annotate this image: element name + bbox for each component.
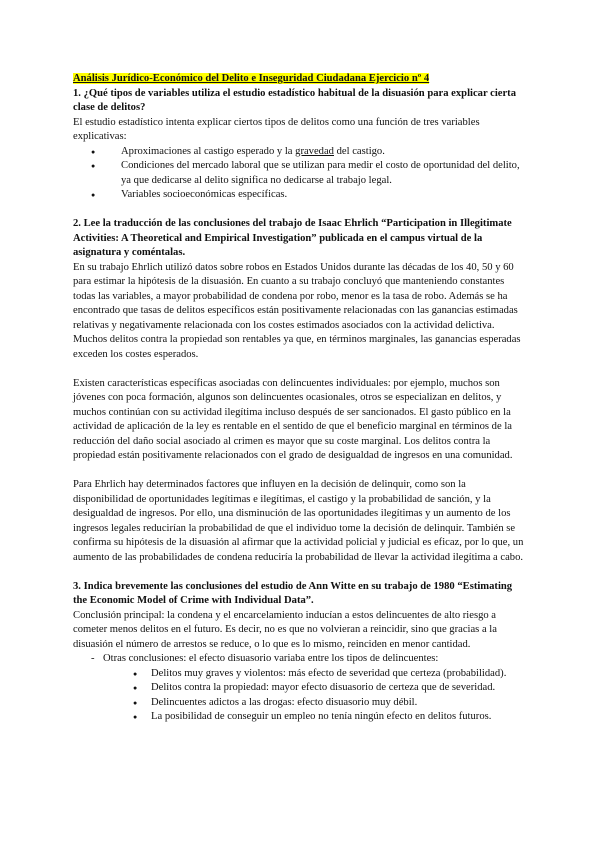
list-item: ● Delincuentes adictos a las drogas: efecto disuasorio muy débil. bbox=[103, 696, 525, 711]
list-item: ● Variables socioeconómicas específicas. bbox=[73, 188, 525, 203]
list-item: - Otras conclusiones: el efecto disuasorio variaba entre los tipos de delincuentes: ● Delitos muy graves y violentos: más efecto de severidad que certeza (probabilidad). ● Delitos contra la propiedad: mayor efecto disuasorio de certeza que de severidad. ● Delincuentes adictos a las drogas: efecto disuasorio muy débil. ● La posibilidad de conseguir un empleo no tenía ningún efecto en delitos futuros. bbox=[73, 652, 525, 725]
q2-paragraph-1: En su trabajo Ehrlich utilizó datos sobre robos en Estados Unidos durante las décadas de los 40, 50 y 60 para estimar la hipótesis de la disuasión. En cuanto a su trabajo concluyó que manteniendo constantes todas las variables, a mayor probabilidad de condena por robo, menor es la tasa de robo. Además se ha encontrado que tasas de delitos específicos están positivamente relacionadas con las ganancias estimadas relativas y negativamente relacionada con los costes estimados asociados con la actividad delictiva. Muchos delitos contra la propiedad son rentables ya que, en términos marginales, las ganancias esperadas exceden los costes esperados. bbox=[73, 261, 521, 360]
spacer bbox=[73, 464, 525, 479]
list-item: ● La posibilidad de conseguir un empleo no tenía ningún efecto en delitos futuros. bbox=[103, 710, 525, 725]
list-item: ● Aproximaciones al castigo esperado y la gravedad del castigo. bbox=[73, 145, 525, 160]
spacer bbox=[73, 203, 525, 218]
q2-paragraph-2: Existen características específicas asociadas con delincuentes individuales: por ejemplo, muchos son jóvenes con poca formación, algunos son delincuentes ocasionales, otros se especializan en delitos, y muchos continúan con su actividad ilegítima incluso después de ser sancionados. El gasto público en la actividad de aplicación de la ley es rentable en el sentido de que el beneficio marginal en términos de la reducción del daño social asociado al crimen es mayor que su coste marginal. Los delitos contra la propiedad están positivamente relacionados con el grado de desigualdad de ingresos en una comunidad. bbox=[73, 377, 513, 461]
q3-paragraph-1: Conclusión principal: la condena y el encarcelamiento inducían a estos delincuentes de alto riesgo a cometer menos delitos en el futuro. Es decir, no es que no volvieran a reincidir, sino que gracias a la disuasión el número de arrestos se reduce, o lo que es lo mismo, reinciden en menor cantidad. bbox=[73, 609, 497, 650]
list-item: ● Condiciones del mercado laboral que se utilizan para medir el costo de oportunidad del delito, ya que dedicarse al delito significa no dedicarse al trabajo legal. bbox=[73, 159, 525, 188]
q1-intro: El estudio estadístico intenta explicar ciertos tipos de delitos como una función de tres variables explicativas: bbox=[73, 116, 480, 142]
spacer bbox=[73, 362, 525, 377]
question-2: 2. Lee la traducción de las conclusiones del trabajo de Isaac Ehrlich “Participation in Illegitimate Activities: A Theoretical and Empirical Investigation” publicada en el campus virtual de la asignatura y coméntalas. bbox=[73, 218, 512, 258]
q2-paragraph-3: Para Ehrlich hay determinados factores que influyen en la decisión de delinquir, como son la disponibilidad de oportunidades legítimas e ilegítimas, el castigo y la probabilidad de sanción, y la desigualdad de ingresos. Por ello, una disminución de las oportunidades ilegítimas y un aumento de los ingresos legales reducirían la probabilidad de que el individuo tome la decisión de delinquir. También se confirma su hipótesis de la disuasión al afirmar que la actividad policial y judicial es eficaz, por lo que, un aumento de las probabilidades de condena reduciría la probabilidad de llevar la actividad ilegítima a cabo. bbox=[73, 479, 524, 563]
list-item: ● Delitos contra la propiedad: mayor efecto disuasorio de certeza que de severidad. bbox=[103, 681, 525, 696]
question-1: 1. ¿Qué tipos de variables utiliza el estudio estadístico habitual de la disuasión para explicar cierta clase de delitos? bbox=[73, 87, 516, 113]
question-3: 3. Indica brevemente las conclusiones del estudio de Ann Witte en su trabajo de 1980 “Estimating the Economic Model of Crime with Individual Data”. bbox=[73, 580, 513, 606]
q3-sub-list bbox=[103, 667, 525, 725]
document-page bbox=[73, 72, 525, 725]
spacer bbox=[73, 565, 525, 580]
q3-dash-list bbox=[73, 652, 525, 725]
list-item: ● Delitos muy graves y violentos: más efecto de severidad que certeza (probabilidad). bbox=[103, 667, 525, 682]
q1-variable-list bbox=[73, 145, 525, 203]
document-title-line bbox=[73, 72, 525, 87]
document-title: Análisis Jurídico-Económico del Delito e Inseguridad Ciudadana Ejercicio nº 4 bbox=[73, 73, 430, 84]
underlined-word: gravedad bbox=[295, 145, 334, 157]
